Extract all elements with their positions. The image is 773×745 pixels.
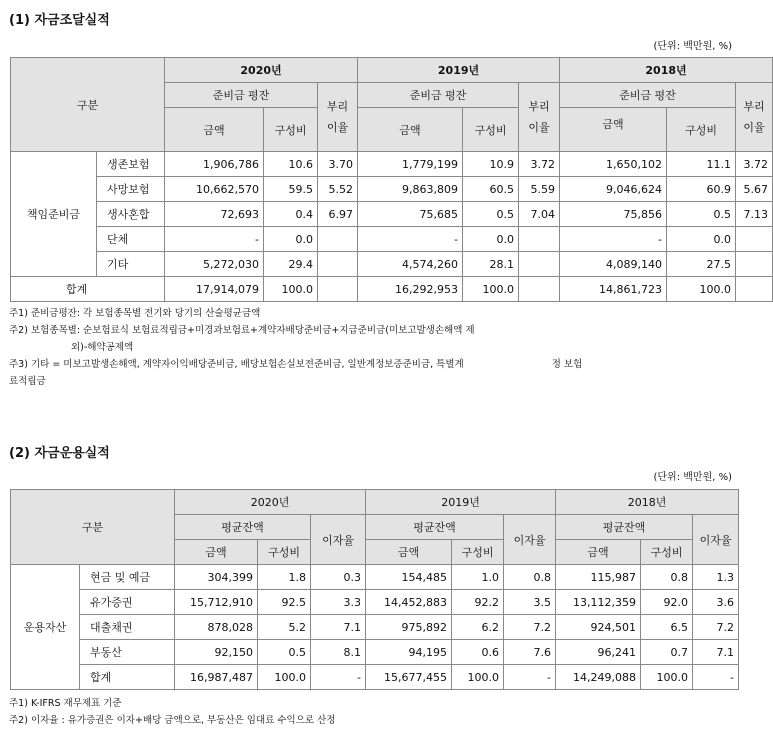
table-cell: [519, 252, 560, 277]
table-cell: 28.1: [463, 252, 519, 277]
table-cell: 3.72: [736, 152, 773, 177]
section2-notes: [9, 695, 335, 729]
investment-table: [10, 489, 739, 690]
table-cell: 13,112,359: [556, 590, 641, 615]
table-cell: 1,779,199: [358, 152, 463, 177]
table-cell: 100.0: [463, 277, 519, 302]
table-cell: 9,863,809: [358, 177, 463, 202]
header-amount: 금액: [175, 540, 258, 565]
table-cell: 304,399: [175, 565, 258, 590]
table-row: [11, 565, 739, 590]
table-cell: 3.72: [519, 152, 560, 177]
header-ratio: 구성비: [264, 108, 318, 152]
header-year-2019: 2019년: [366, 490, 556, 515]
row-label: 사망보험: [97, 177, 165, 202]
table-cell: 878,028: [175, 615, 258, 640]
table-cell: [318, 227, 358, 252]
row-group-label: 책임준비금: [11, 152, 97, 277]
row-group-label: 운용자산: [11, 565, 80, 690]
header-spread: 부리 이율: [736, 83, 773, 152]
table-cell: 0.6: [452, 640, 504, 665]
table-cell: 60.5: [463, 177, 519, 202]
header-interest: 이자율: [693, 515, 739, 565]
row-label: 생사혼합: [97, 202, 165, 227]
table-cell: 5.59: [519, 177, 560, 202]
table-cell: -: [358, 227, 463, 252]
header-reserve-avg: 준비금 평잔: [165, 83, 318, 108]
section1-unit: (단위: 백만원, %): [653, 41, 732, 52]
table-cell: 4,089,140: [560, 252, 667, 277]
table-cell: 6.2: [452, 615, 504, 640]
table-cell: 92.2: [452, 590, 504, 615]
table-cell: 154,485: [366, 565, 452, 590]
row-label: 부동산: [80, 640, 175, 665]
table-cell: 1,650,102: [560, 152, 667, 177]
header-amount: 금액: [366, 540, 452, 565]
header-ratio: 구성비: [463, 108, 519, 152]
table-cell: 7.1: [311, 615, 366, 640]
table-cell: 10,662,570: [165, 177, 264, 202]
table-cell: -: [560, 227, 667, 252]
table-cell: 7.04: [519, 202, 560, 227]
table-cell: 0.8: [504, 565, 556, 590]
table-cell: 0.0: [264, 227, 318, 252]
table-cell: 0.3: [311, 565, 366, 590]
header-balance-avg: 평균잔액: [175, 515, 311, 540]
table-cell: 5.67: [736, 177, 773, 202]
table-cell: 75,856: [560, 202, 667, 227]
table-cell: 14,861,723: [560, 277, 667, 302]
table-row: [11, 665, 739, 690]
table-row: [11, 252, 773, 277]
header-spread: 부리 이율: [318, 83, 358, 152]
header-category: 구분: [11, 490, 175, 565]
table-cell: 11.1: [667, 152, 736, 177]
table-cell: 75,685: [358, 202, 463, 227]
note: 주1) 준비금평잔: 각 보험종목별 전기와 당기의 산술평균금액: [9, 308, 261, 319]
section2-title: (2) 자금운용실적: [9, 446, 110, 461]
header-year-2018: 2018년: [560, 58, 773, 83]
table-cell: 7.13: [736, 202, 773, 227]
table-cell: 3.70: [318, 152, 358, 177]
table-cell: 3.6: [693, 590, 739, 615]
header-reserve-avg: 준비금 평잔: [560, 83, 736, 108]
funding-table: [10, 57, 773, 302]
table-cell: 16,292,953: [358, 277, 463, 302]
note: 주3) 기타 = 미보고발생손해액, 계약자이익배당준비금, 배당보험손실보전준비금, 일반계정보증준비금, 특별계 정 보험: [9, 359, 583, 370]
table-cell: 6.5: [641, 615, 693, 640]
table-cell: 5.52: [318, 177, 358, 202]
table-cell: 14,452,883: [366, 590, 452, 615]
table-cell: 16,987,487: [175, 665, 258, 690]
table-cell: 1,906,786: [165, 152, 264, 177]
note: 외)-해약공제액: [71, 342, 134, 353]
table-cell: [736, 227, 773, 252]
table-cell: 1.0: [452, 565, 504, 590]
table-cell: 5.2: [258, 615, 311, 640]
table-cell: 3.3: [311, 590, 366, 615]
header-category: 구분: [11, 58, 165, 152]
table-cell: 924,501: [556, 615, 641, 640]
table-cell: 72,693: [165, 202, 264, 227]
note: 주1) K-IFRS 재무제표 기준: [9, 698, 122, 709]
table-cell: 100.0: [258, 665, 311, 690]
row-label: 대출채권: [80, 615, 175, 640]
table-row: [11, 152, 773, 177]
table-cell: 4,574,260: [358, 252, 463, 277]
note: 주2) 이자율 : 유가증권은 이자+배당 금액으로, 부동산은 임대료 수익으로 산정: [9, 715, 336, 726]
table-cell: 9,046,624: [560, 177, 667, 202]
header-ratio: 구성비: [641, 540, 693, 565]
table-cell: [736, 277, 773, 302]
table-cell: 115,987: [556, 565, 641, 590]
row-label: 현금 및 예금: [80, 565, 175, 590]
table-cell: 975,892: [366, 615, 452, 640]
table-cell: 7.6: [504, 640, 556, 665]
table-total-row: [11, 277, 773, 302]
table-cell: 92,150: [175, 640, 258, 665]
table-cell: 92.5: [258, 590, 311, 615]
table-cell: [318, 252, 358, 277]
row-label: 생존보험: [97, 152, 165, 177]
table-cell: [736, 252, 773, 277]
table-cell: 6.97: [318, 202, 358, 227]
table-cell: 10.6: [264, 152, 318, 177]
header-amount: 금액: [556, 540, 641, 565]
header-year-2019: 2019년: [358, 58, 560, 83]
table-cell: [519, 277, 560, 302]
section2-unit: (단위: 백만원, %): [653, 472, 732, 483]
row-label: 합계: [80, 665, 175, 690]
row-label: 유가증권: [80, 590, 175, 615]
table-cell: 3.5: [504, 590, 556, 615]
header-interest: 이자율: [504, 515, 556, 565]
table-cell: 8.1: [311, 640, 366, 665]
table-row: [11, 227, 773, 252]
header-amount: 금액: [560, 108, 667, 152]
table-cell: 0.4: [264, 202, 318, 227]
table-cell: [519, 227, 560, 252]
table-cell: 0.5: [463, 202, 519, 227]
table-row: [11, 202, 773, 227]
header-balance-avg: 평균잔액: [366, 515, 504, 540]
table-cell: -: [693, 665, 739, 690]
note: 주2) 보험종목별: 순보험료식 보험료적립금+미경과보험료+계약자배당준비금+지급준비금(미보고발생손해액 제: [9, 325, 475, 336]
table-cell: 1.8: [258, 565, 311, 590]
section1-title: (1) 자금조달실적: [9, 13, 110, 28]
header-reserve-avg: 준비금 평잔: [358, 83, 519, 108]
total-label: 합계: [11, 277, 165, 302]
header-interest: 이자율: [311, 515, 366, 565]
header-ratio: 구성비: [452, 540, 504, 565]
header-year-2020: 2020년: [175, 490, 366, 515]
table-cell: -: [311, 665, 366, 690]
header-amount: 금액: [165, 108, 264, 152]
table-cell: -: [504, 665, 556, 690]
header-amount: 금액: [358, 108, 463, 152]
table-cell: [318, 277, 358, 302]
row-label: 단체: [97, 227, 165, 252]
table-row: [11, 615, 739, 640]
table-cell: 5,272,030: [165, 252, 264, 277]
table-cell: 17,914,079: [165, 277, 264, 302]
table-cell: 14,249,088: [556, 665, 641, 690]
table-cell: 94,195: [366, 640, 452, 665]
table-cell: 100.0: [452, 665, 504, 690]
table-cell: 7.2: [504, 615, 556, 640]
note: 료적립금: [9, 376, 46, 387]
header-year-2018: 2018년: [556, 490, 739, 515]
table-cell: 29.4: [264, 252, 318, 277]
table-cell: 100.0: [641, 665, 693, 690]
table-cell: 10.9: [463, 152, 519, 177]
section1-notes: [9, 305, 582, 390]
table-cell: 15,712,910: [175, 590, 258, 615]
table-cell: 0.0: [667, 227, 736, 252]
header-ratio: 구성비: [667, 108, 736, 152]
table-cell: 0.5: [667, 202, 736, 227]
table-cell: 0.7: [641, 640, 693, 665]
header-year-2020: 2020년: [165, 58, 358, 83]
table-row: [11, 640, 739, 665]
table-cell: 100.0: [264, 277, 318, 302]
table-cell: 1.3: [693, 565, 739, 590]
table-cell: 96,241: [556, 640, 641, 665]
table-cell: 60.9: [667, 177, 736, 202]
header-spread: 부리 이율: [519, 83, 560, 152]
row-label: 기타: [97, 252, 165, 277]
table-cell: 27.5: [667, 252, 736, 277]
header-balance-avg: 평균잔액: [556, 515, 693, 540]
table-cell: 7.2: [693, 615, 739, 640]
table-cell: 0.0: [463, 227, 519, 252]
table-cell: 59.5: [264, 177, 318, 202]
table-row: [11, 590, 739, 615]
table-cell: 7.1: [693, 640, 739, 665]
table-cell: 15,677,455: [366, 665, 452, 690]
table-cell: -: [165, 227, 264, 252]
table-cell: 100.0: [667, 277, 736, 302]
table-cell: 0.8: [641, 565, 693, 590]
table-row: [11, 177, 773, 202]
table-cell: 92.0: [641, 590, 693, 615]
header-ratio: 구성비: [258, 540, 311, 565]
table-cell: 0.5: [258, 640, 311, 665]
